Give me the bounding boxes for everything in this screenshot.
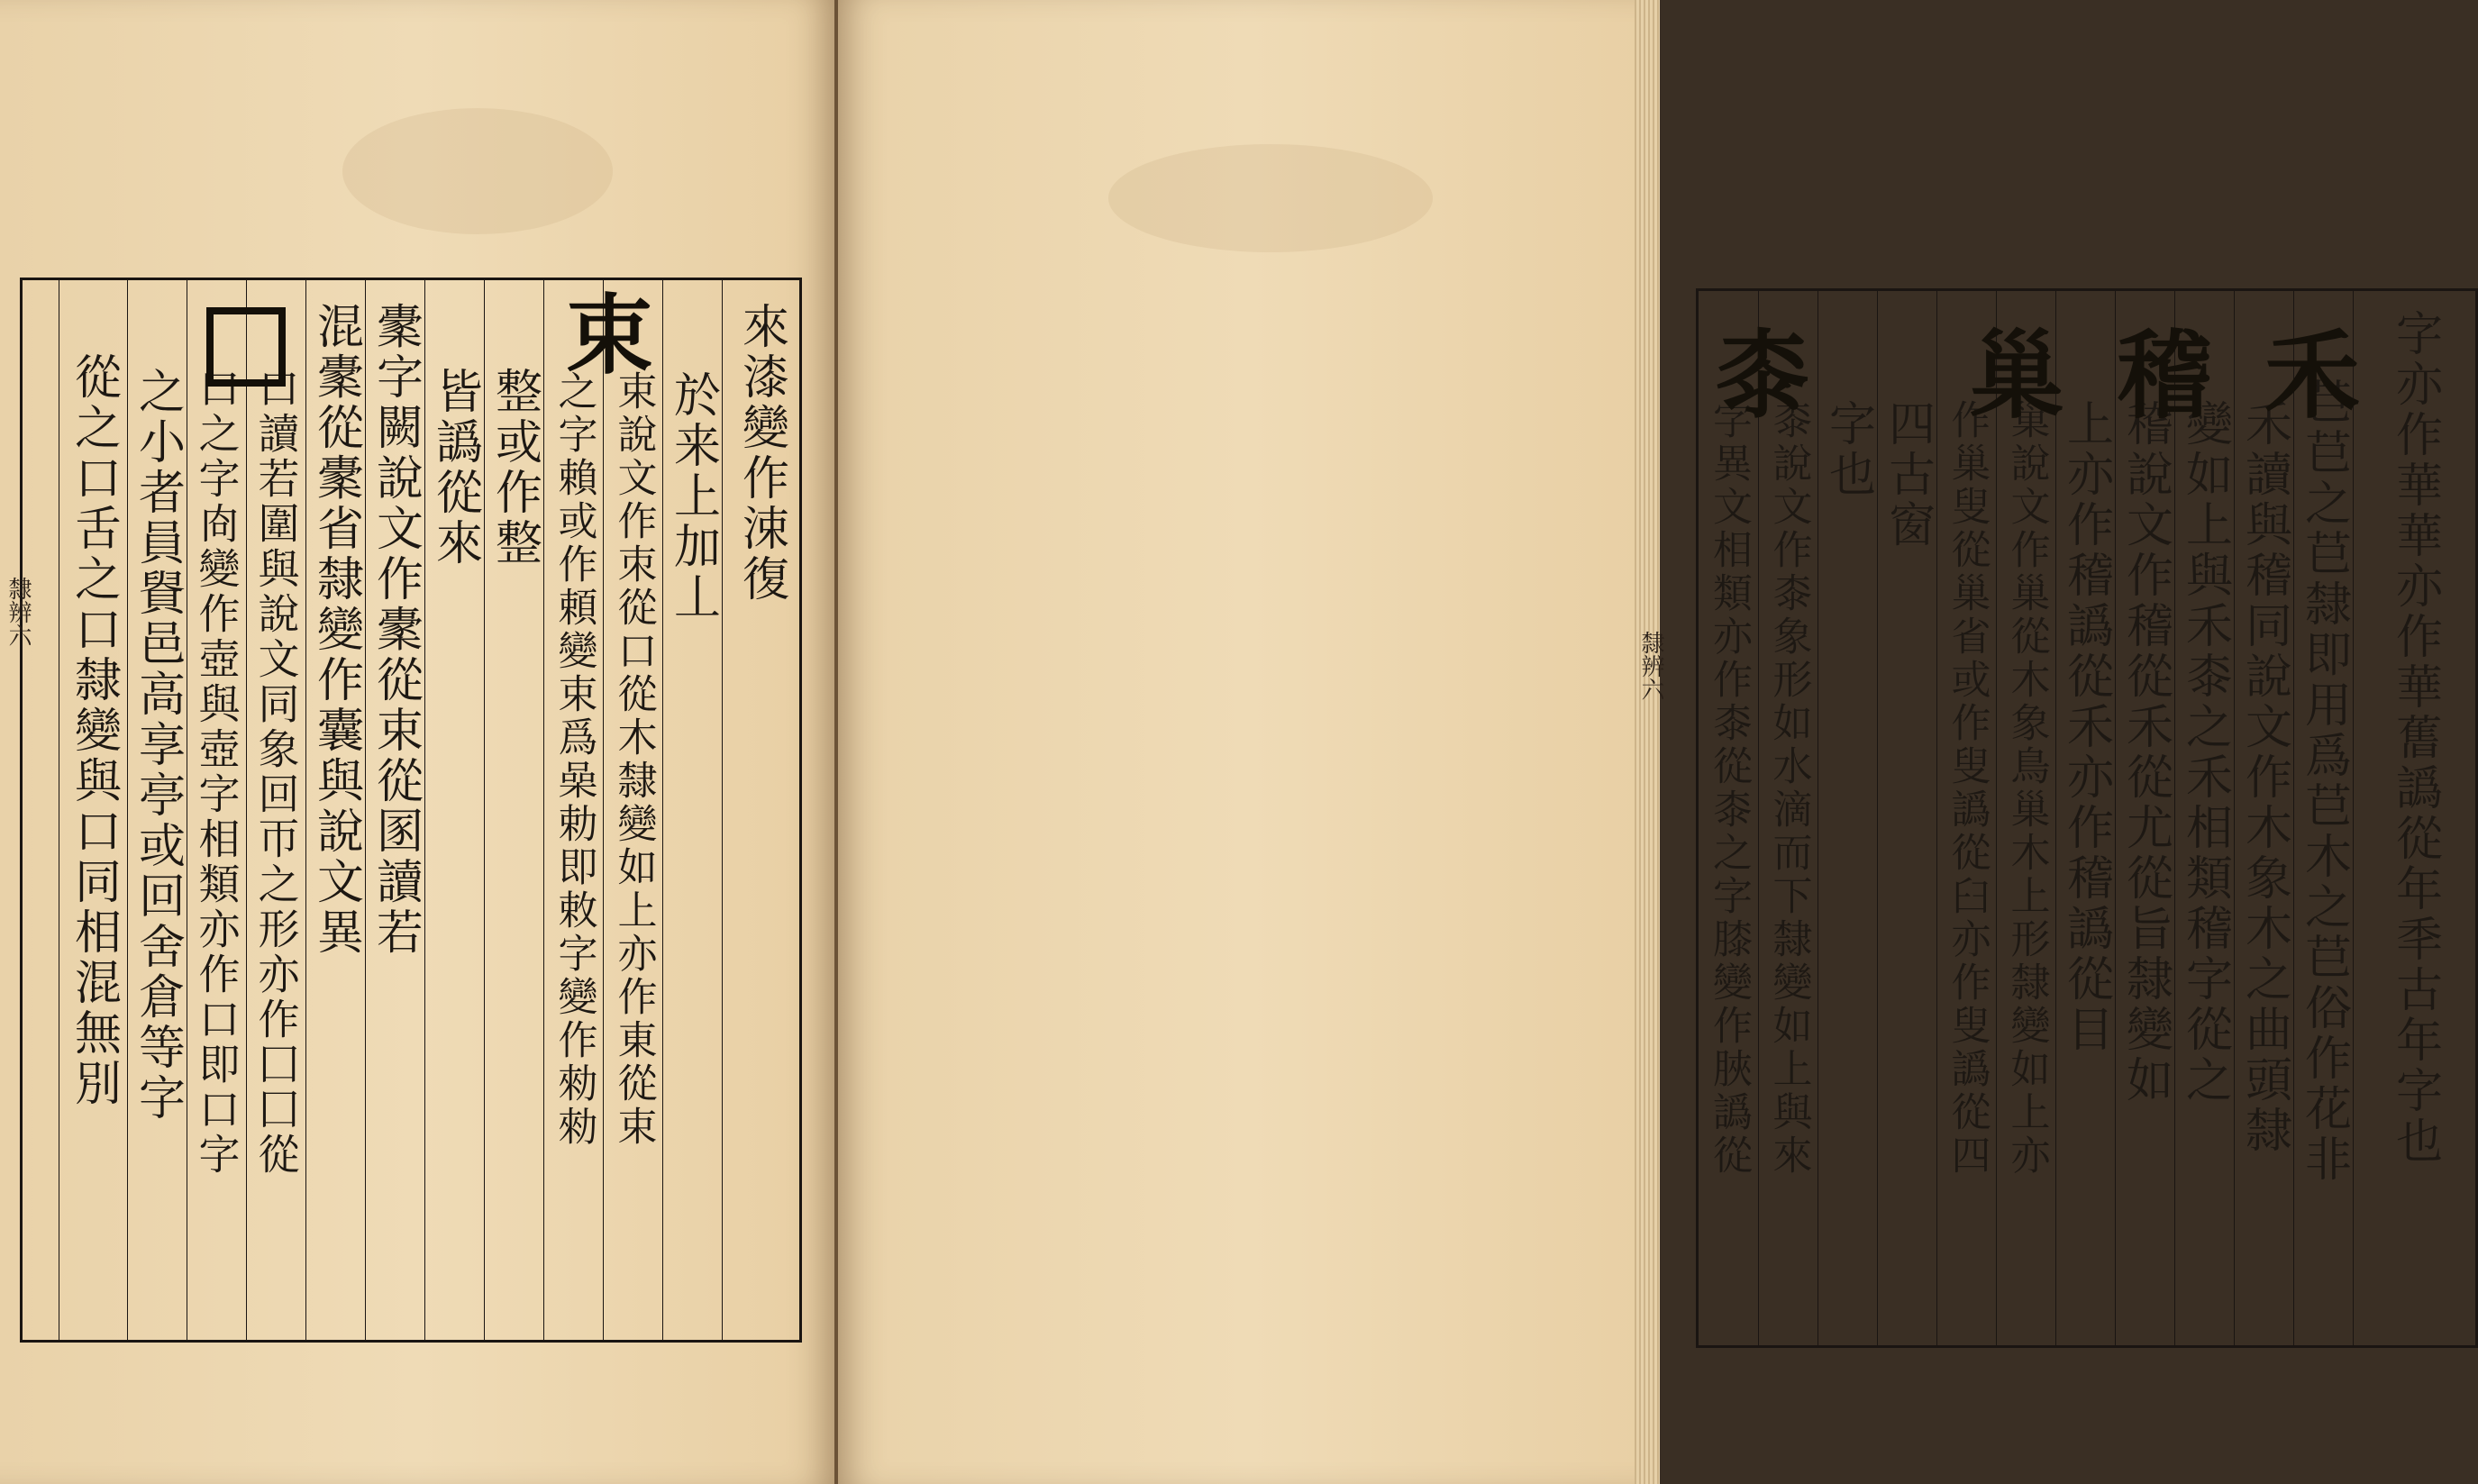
head-character-ji: 稽 bbox=[2117, 319, 2264, 432]
column-text: 四古窗 bbox=[1880, 399, 1935, 551]
column-text: 混㯻從㯻省隸變作囊與說文異 bbox=[308, 302, 363, 958]
left-column-1 bbox=[59, 280, 127, 1340]
left-column-5 bbox=[305, 280, 365, 1340]
head-character-qi: 桼 bbox=[1715, 319, 1863, 432]
page-edges bbox=[1635, 0, 1660, 1484]
column-text: 字亦作華華亦作華𦾔譌從年秊古年字也 bbox=[2387, 309, 2442, 1167]
column-text: 㯻字闕說文作㯻從束從圂讀若 bbox=[368, 302, 423, 958]
right-column-5 bbox=[1936, 291, 1996, 1345]
right-margin-label: 隸辨六 bbox=[1637, 631, 1664, 701]
right-print-frame bbox=[1696, 288, 2478, 1348]
right-column-10 bbox=[2234, 291, 2293, 1345]
column-text: 整或作整 bbox=[487, 367, 542, 569]
left-column-11 bbox=[662, 280, 722, 1340]
column-text: 皆譌從來 bbox=[427, 367, 482, 569]
column-text: 口讀若圍與說文同象回帀之形亦作囗囗從 bbox=[251, 367, 301, 1178]
column-text: 巢說文作巢從木象鳥巢木上形隸變如上亦 bbox=[2003, 399, 2050, 1178]
right-column-3 bbox=[1818, 291, 1877, 1345]
head-character-kou bbox=[206, 307, 286, 387]
right-column-1 bbox=[1699, 291, 1758, 1345]
column-text: 𦬊𦬊之𦬊隸即用爲𦬊木之𦬊俗作花非 bbox=[2296, 378, 2351, 1185]
head-koutou-cell bbox=[187, 280, 305, 1340]
right-column-12 bbox=[2353, 291, 2475, 1345]
left-column-7 bbox=[424, 280, 484, 1340]
right-heading-row bbox=[1715, 300, 2412, 437]
column-text: 從之口舌之口隸變與口同相混無別 bbox=[66, 352, 121, 1109]
right-page bbox=[838, 0, 2442, 1484]
column-text: 桼說文作桼象形如水滴而下隸變如上與來 bbox=[1765, 399, 1812, 1178]
right-column-6 bbox=[1996, 291, 2055, 1345]
column-text: 禾讀與稽同說文作木象木之曲頭隸 bbox=[2237, 399, 2291, 1156]
left-column-8 bbox=[484, 280, 543, 1340]
column-text: 字異文相類亦作桼從桼之字膝變作脥譌從 bbox=[1706, 399, 1752, 1178]
left-column-2 bbox=[127, 280, 187, 1340]
left-fold-strip bbox=[0, 559, 20, 1297]
head-shu-cell bbox=[543, 280, 662, 1340]
right-column-8 bbox=[2115, 291, 2174, 1345]
head-character-chao: 巢 bbox=[1969, 319, 2117, 432]
left-print-frame bbox=[20, 278, 802, 1343]
left-column-12 bbox=[722, 280, 799, 1340]
column-text: 稽說文作稽從禾從尤從旨隸變如 bbox=[2118, 399, 2173, 1106]
right-column-2 bbox=[1758, 291, 1818, 1345]
column-text: 變如上與禾桼之禾相類稽字從之 bbox=[2177, 399, 2232, 1106]
left-page bbox=[0, 0, 834, 1484]
right-column-9 bbox=[2174, 291, 2234, 1345]
head-character-he: 禾 bbox=[2264, 319, 2412, 432]
head-character-shu: 束 bbox=[552, 289, 654, 376]
column-text: 來漆變作涑復 bbox=[733, 302, 788, 605]
column-text: 之小者員䝿邑高享亭或回舍倉等字 bbox=[130, 367, 185, 1124]
right-column-4 bbox=[1877, 291, 1936, 1345]
column-text: 之字賴或作頼變束爲喿勅即敕字變作勑勑 bbox=[551, 370, 597, 1149]
left-column-6 bbox=[365, 280, 424, 1340]
column-text: 字也 bbox=[1820, 399, 1875, 500]
column-text: 上亦作稽譌從禾亦作稽譌從目 bbox=[2058, 399, 2113, 1055]
column-text: 作巢叟從巢省或作叟譌從臼亦作叟譌從四 bbox=[1944, 399, 1991, 1178]
column-text: 束說文作朿從口從木隸變如上亦作東從束 bbox=[610, 370, 657, 1149]
left-margin-label: 隸辨六 bbox=[5, 577, 32, 647]
column-text: 於来上加丄 bbox=[665, 370, 720, 623]
column-text: 口之字㕯變作壺與壺字相類亦作口即口字 bbox=[192, 367, 241, 1178]
right-column-11 bbox=[2293, 291, 2353, 1345]
right-column-7 bbox=[2055, 291, 2115, 1345]
